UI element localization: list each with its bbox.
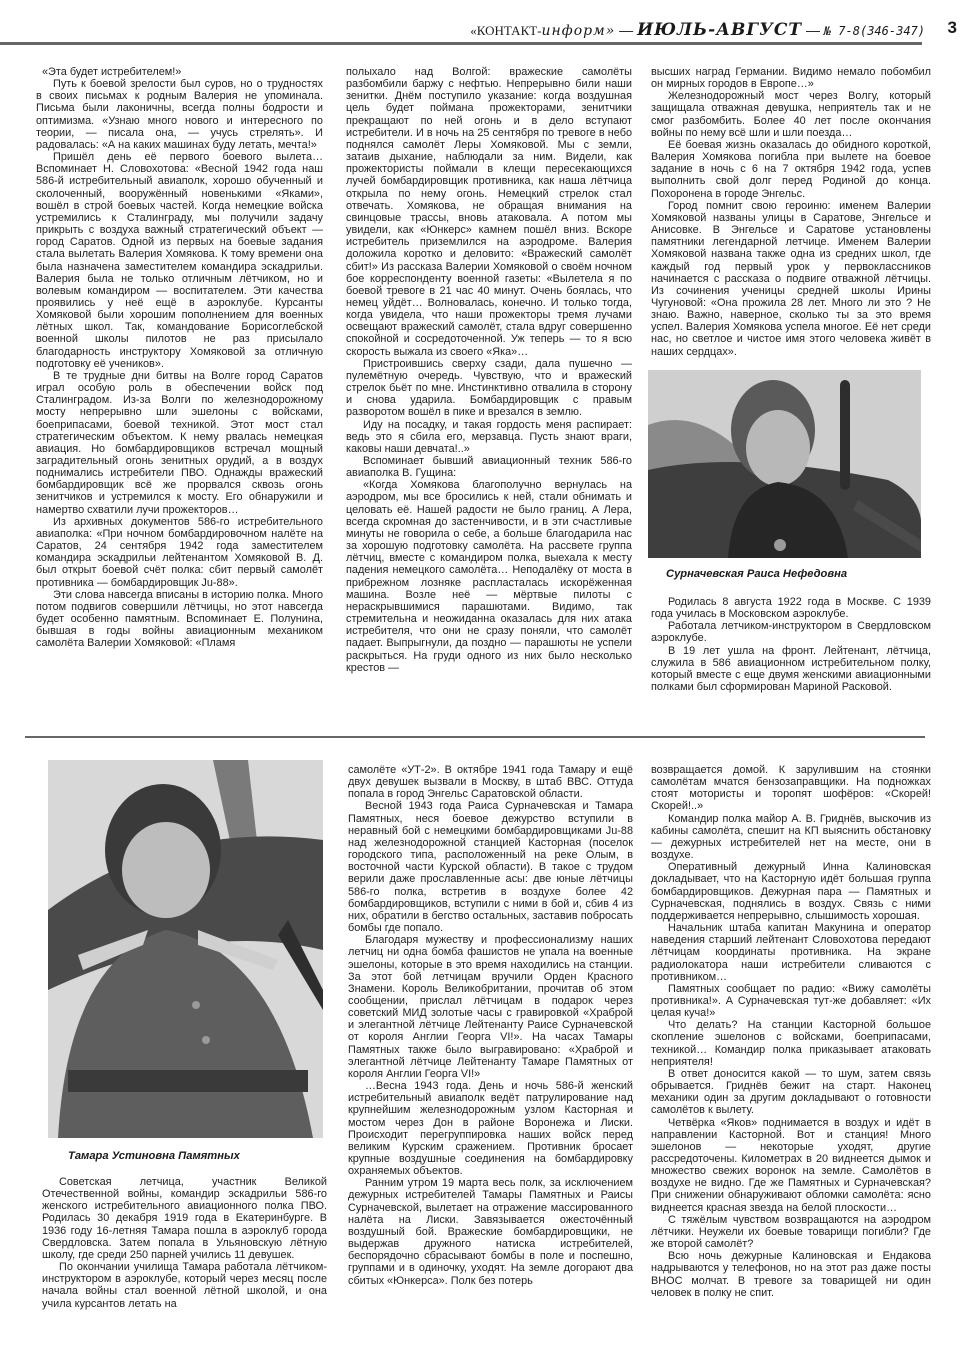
photo-surnachevskaya: [648, 370, 921, 558]
article-column-3: [651, 66, 931, 358]
paragraph: По окончании училища Тамара работала лётчиком-инструктором в аэроклубе, который через месяц после начала войны стал военной лётной школой, и она учила курсантов летать на: [42, 1261, 327, 1310]
paragraph: высших наград Германии. Видимо немало побомбил он мирных городов в Европе…»: [651, 66, 931, 91]
paragraph: Четвёрка «Яков» поднимается в воздух и идёт в направлении Касторной. Вот и станция! Много эшелонов — некоторые уходят, другие рассредоточены. Километрах в 20 виднеется дымок и множество свежих воронок на земле. Самолётов в воздухе не видно. Где же Памятных и Сурначевская? При снижении обнаруживают обломки самолёта: ясно виднеется красная звезда на белой плоскости…: [651, 1116, 931, 1214]
paragraph: «Когда Хомякова благополучно вернулась на аэродром, мы все бросились к ней, стали обнимать и целовать её. Нашей радости не было границ. А Лера, всегда скромная до застенчивости, и в эти счастливые минуты не говорила о себе, а больше благодарила нас за хорошую подготовку самолёта. На рассвете группа лётчиц, вместе с командиром полка, выехала к месту падения немецкого самолёта… Неподалёку от моста в прибрежном лозняке распласталась искорёженная машина. Возле неё — мёртвые пилоты с нераскрывшимися парашютами. Видимо, так стремительна и неожиданна оказалась для них атака истребителя, что они не сразу поняли, что самолёт падает. Выпрыгнули, да поздно — парашюты не успели раскрыться. На груди одного из них было несколько крестов —: [346, 479, 632, 674]
paragraph: Из архивных документов 586-го истребительного авиаполка: «При ночном бомбардировочном налёте на Саратов, 24 сентября 1942 года заместителем командира эскадрильи лейтенантом Хомяковой В. Д. был открыт боевой счёт полка: сбит первый самолёт противника — бомбардировщик Ju-88».: [36, 515, 323, 589]
issue-months: ИЮЛЬ-АВГУСТ: [637, 20, 803, 40]
paragraph: Оперативный дежурный Инна Калиновская докладывает, что на Касторную идёт большая группа бомбардировщиков. Дежурная пара — Памятных и Сурначевская, поднялись в воздух. Связь с ними поддерживается непрерывно, слышимость хорошая.: [651, 861, 931, 922]
portrait-pilot-photo: [648, 370, 921, 558]
paragraph: Весной 1943 года Раиса Сурначевская и Тамара Памятных, неся боевое дежурство вступили в неравный бой с немецкими бомбардировщиками Ju-88 над железнодорожной станцией Касторная (поселок городского типа, расположенный на реке Олым, в восточной части Курской области). В такое с трудом верили даже прославленные асы: две юные лётчицы 586-го полка, встретив в воздухе более 42 бомбардировщиков, вступили с ними в бой и, сбив 4 из них, обратили в бегство остальных, заставив побросать бомбы где попало.: [348, 800, 633, 935]
paragraph: Ранним утром 19 марта весь полк, за исключением дежурных истребителей Тамары Памятных и Раисы Сурначевской, вылетает на отражение массированного налёта на Лиски. Завязывается ожесточённый воздушный бой. Вражеские бомбардировщики, не выдержав дружного натиска истребителей, беспорядочно сбрасывают бомбы в поле и поспешно, группами и в одиночку, уходят. На земле догорают два сбитых «Юнкерса». Полк без потерь: [348, 1177, 633, 1287]
bio-pamyatnykh: [42, 1176, 327, 1310]
paragraph: самолёте «УТ-2». В октябре 1941 года Тамару и ещё двух девушек вызвали в Москву, в штаб ВВС. Оттуда попала в город Энгельс Саратовской области.: [348, 764, 633, 801]
paragraph: Пришёл день её первого боевого вылета… Вспоминает Н. Словохотова: «Весной 1942 года наш 586-й истребительный авиаполк, хорошо обученный и сколоченный, вооружённый новенькими «Яками», вошёл в строй боевых частей. Когда немецкие войска устремились к Сталинграду, мы получили задачу прикрыть с воздуха важный стратегический объект — город Саратов. Одной из первых на боевые задания стала вылетать Валерия Хомякова. К тому времени она была назначена заместителем командира эскадрильи. Валерия была не только отличным лётчиком, но и волевым командиром — воспитателем. Эти качества проявились у неё ещё в аэроклубе. Курсанты Хомяковой были хорошим пополнением для военных лётных школ. Так, командование Борисоглебской военной школы пилотов не раз присылало благодарность инструктору Хомяковой за отличную подготовку её учеников».: [36, 151, 323, 370]
paragraph: Путь к боевой зрелости был суров, но о трудностях в своих письмах к родным Валерия не упоминала. Письма были лаконичны, всегда полны бодрости и оптимизма. «Узнаю много нового и интересного по теории, — писала она, — учусь стрелять». И радовалась: «А на каких машинах буду летать, мечта!»: [36, 78, 323, 151]
paragraph: «Эта будет истребителем!»: [42, 66, 182, 78]
article-column-1: [36, 66, 323, 650]
article-column-2: [346, 66, 632, 674]
newspaper-name-script: информ»: [541, 23, 616, 39]
paragraph: Начальник штаба капитан Макунина и оператор наведения старший лейтенант Словохотова передают лётчицам координаты противника. На экране радиолокатора наши истребители сливаются с противником…: [651, 922, 931, 983]
portrait-pilot-photo: [48, 760, 323, 1138]
paragraph: полыхало над Волгой: вражеские самолёты разбомбили баржу с нефтью. Непрерывно били наши зенитки. Днём поступило указание: когда воздушная цель будет поймана прожекторами, зенитчики прекращают по ней огонь и в дело вступают истребители. И в ночь на 25 сентября по тревоге в небо поднялся самолёт Леры Хомяковой. Мы с земли, затаив дыхание, наблюдали за ним. Видели, как прожектористы поймали в клещи пересекающихся лучей бомбардировщик противника, как наша лётчица открыла по нему огонь. Немецкий стрелок стал отвечать. Хомякова, не обращая внимания на свинцовые трассы, вновь атаковала. А потом мы увидели, как «Юнкерс» камнем пошёл вниз. Вскоре истребитель приземлился на аэродроме. Валерия доложила коротко и деловито: «Вражеский самолёт сбит!» Из рассказа Валерии Хомяковой о своём ночном бое корреспонденту военной газеты: «Вылетела я по боевой тревоге в 21 час 40 минут. Очень боялась, что немец уйдёт… Волновалась, конечно. И только тогда, когда увидела, что наши прожекторы тремя лучами освещают вражеский самолёт, стала вдруг совершенно спокойной и сосредоточенной. Уж теперь — то я всю скорость выжала из своего «Яка»…: [346, 66, 632, 358]
article-column-6: [651, 764, 931, 1299]
issue-number: № 7-8(346-347): [823, 24, 925, 38]
paragraph: Советская летчица, участник Великой Отечественной войны, командир эскадрильи 586-го женского истребительного авиационного полка ПВО. Родилась 30 декабря 1919 года в Екатеринбурге. В 1936 году 16-летняя Тамара пошла в аэроклуб города Свердловска. Затем попала в Ульяновскую лётную школу, где среди 250 парней учились 11 девушек.: [42, 1176, 327, 1261]
paragraph: Командир полка майор А. В. Гриднёв, выскочив из кабины самолёта, спешит на КП выяснить обстановку — дежурных истребителей нет на месте, они в воздухе.: [651, 812, 931, 862]
photo-caption: Тамара Устиновна Памятных: [68, 1150, 240, 1162]
article-column-5: [348, 764, 633, 1287]
section-divider: [25, 736, 925, 738]
paragraph: Иду на посадку, и такая гордость меня распирает: ведь это я сбила его, мерзавца. Пусть знают враги, каковы наши девчата!..»: [346, 418, 632, 455]
paragraph: Её боевая жизнь оказалась до обидного короткой, Валерия Хомякова погибла при вылете на боевое задание в ночь с 6 на 7 октября 1942 года, успев выполнить свой долг перед Родиной до конца. Похоронена в городе Энгельс.: [651, 138, 931, 200]
paragraph: В ответ доносится какой — то шум, затем связь обрывается. Гриднёв бежит на старт. Наконец механики один за другим докладывают о готовности самолётов к вылету.: [651, 1067, 931, 1117]
paragraph: В те трудные дни битвы на Волге город Саратов играл особую роль в обеспечении войск под Сталинградом. Из-за Волги по железнодорожному мосту непрерывно шли эшелоны с войсками, боеприпасами, боевой техникой. Этот мост стал стратегическим объектом. К нему рвалась немецкая авиация. Но бомбардировщиков встречал мощный заградительный огонь зенитных орудий, а в воздух поднимались истребители ПВО. Однажды вражеский бомбардировщик всё же прорвался сквозь огонь зенитчиков и устремился к мосту. Его обнаружили и намертво схватили лучи прожекторов…: [36, 369, 323, 516]
paragraph: С тяжёлым чувством возвращаются на аэродром лётчики. Неужели их боевые товарищи погибли? Где же второй самолёт?: [651, 1213, 931, 1251]
paragraph: В 19 лет ушла на фронт. Лейтенант, лётчица, служила в 586 авиационном истребительном полку, который вместе с еще двумя женскими авиационными полками был сформирован Мариной Расковой.: [651, 644, 931, 694]
paragraph: возвращается домой. К зарулившим на стоянки самолётам мчатся бензозаправщики. На подножках стоят мотористы и торопят шофёров: «Скорей! Скорей!..»: [651, 764, 931, 813]
paragraph: …Весна 1943 года. День и ночь 586-й женский истребительный авиаполк ведёт патрулирование над крупнейшим железнодорожным узлом Касторная и мостом через Дон в районе Воронежа и Лиски. Происходит перегруппировка наших войск перед великим Курским сражением. Противник бросает крупные воздушные соединения на бомбардировку охраняемых объектов.: [348, 1080, 633, 1178]
paragraph: Вспоминает бывший авиационный техник 586-го авиаполка В. Гущина:: [346, 455, 632, 480]
paragraph: Эти слова навсегда вписаны в историю полка. Много потом подвигов совершили лётчицы, но этот навсегда будет особенно памятным. Вспоминает Е. Полунина, бывшая в годы войны авиационным механиком самолёта Валерии Хомяковой: «Пламя: [36, 588, 323, 650]
header-masthead: [470, 20, 925, 40]
header-rule: [0, 42, 922, 45]
photo-caption: Сурначевская Раиса Нефедовна: [666, 568, 848, 580]
page-header: [0, 0, 965, 46]
paragraph: Родилась 8 августа 1922 года в Москве. С 1939 года училась в Московском аэроклубе.: [651, 596, 931, 621]
paragraph: Благодаря мужеству и профессионализму наших летчиц ни одна бомба фашистов не упала на военные эшелоны, которые в это время находились на станции. За этот бой летчицам вручили Орден Красного Знамени. Король Великобритании, прочитав об этом сообщении, прислал лётчицам в подарок через советский МИД золотые часы с гравировкой «Храброй и элегантной лётчице Лейтенанту Раисе Сурначевской от короля Англии Георга VI!». На часах Тамары Памятных также было выгравировано: «Храброй и элегантной лётчице Лейтенанту Тамаре Памятных от короля Англии Георга VI!»: [348, 934, 633, 1080]
paragraph: Работала летчиком-инструктором в Свердловском аэроклубе.: [651, 620, 931, 645]
paragraph: Город помнит свою героиню: именем Валерии Хомяковой названы улицы в Саратове, Энгельсе и Анисовке. В Энгельсе и Саратове установлены памятники легендарной летчице. Именем Валерии Хомяковой названа также одна из средних школ, где каждый год первый урок у первоклассников начинается с рассказа о подвиге отважной лётчицы. Из сочинения ученицы средней школы Ирины Чугуновой: «Она прожила 28 лет. Много ли это ? Не знаю. Важно, наверное, сколько ты за это время успел. Валерия Хомякова успела многое. Её нет среди нас, но светлое и чистое имя этого человека живёт в наших сердцах».: [651, 199, 931, 358]
page-number: 3: [947, 18, 957, 37]
photo-pamyatnykh: [48, 760, 323, 1138]
header-dash: —: [615, 22, 638, 38]
paragraph: Всю ночь дежурные Калиновская и Ендакова надрываются у телефонов, но на этот раз даже посты ВНОС молчат. В тревоге за товарищей ни один человек в полку не спит.: [651, 1250, 931, 1299]
paragraph: Пристроившись сверху сзади, дала пушечно — пулемётную очередь. Чувствую, что и вражеский стрелок бьёт по мне. Инстинктивно отвалила в сторону и снова ударила. Бомбардировщик с правым разворотом вошёл в пике и врезался в землю.: [346, 357, 632, 419]
bio-surnachevskaya: [651, 596, 931, 693]
newspaper-name: «КОНТАКТ-: [470, 23, 542, 38]
paragraph: Железнодорожный мост через Волгу, который защищала отважная девушка, неприятель так и не смог разбомбить. Более 40 лет после окончания войны по нему всё шли и шли поезда…: [651, 90, 931, 139]
paragraph: Памятных сообщает по радио: «Вижу самолёты противника!». А Сурначевская тут-же добавляет: «Их целая куча!»: [651, 982, 931, 1020]
header-dash: —: [802, 22, 824, 38]
paragraph: Что делать? На станции Касторной большое скопление эшелонов с войсками, боеприпасами, техникой… Командир полка приказывает атаковать неприятеля!: [651, 1019, 931, 1068]
